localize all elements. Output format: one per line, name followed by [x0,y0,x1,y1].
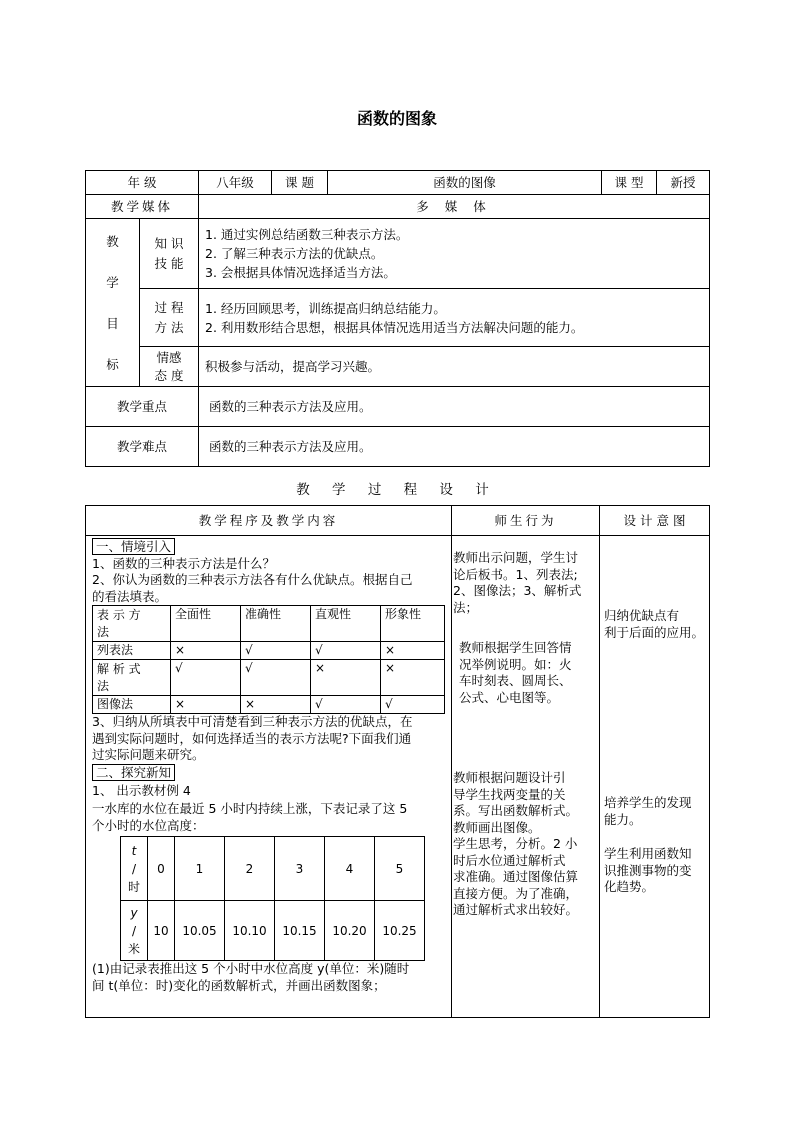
y-value: 10.15 [275,901,325,961]
process-label-line: 方 法 [154,319,184,335]
t-value: 0 [148,837,175,901]
y-axis-label [121,901,148,961]
activity-line: 教师根据学生回答情 [459,640,572,655]
comparison-header: 准确性 [241,606,311,642]
topic-value: 函数的图像 [328,171,602,195]
t-value: 1 [175,837,225,901]
question-text: 过实际问题来研究。 [92,747,205,762]
comparison-header: 直观性 [311,606,381,642]
process-content-cell [86,536,452,1018]
key-point-text: 函数的三种表示方法及应用。 [199,387,710,427]
key-point-label: 教学重点 [86,387,199,427]
question-text: 间 t(单位：时)变化的函数解析式，并画出函数图象； [92,977,386,993]
header-line: 表 示 方 [97,607,141,622]
table-cell: × [381,642,445,660]
activity-line: 公式、心电图等。 [459,689,560,705]
cell-line: 法 [97,678,110,693]
activity-block [453,770,599,919]
table-cell: √ [311,642,381,660]
knowledge-label-line: 技 能 [154,255,184,271]
intent-line: 培养学生的发现 [604,795,692,810]
question-text: 遇到实际问题时，如何选择适当的表示方法呢?下面我们通 [92,730,412,746]
intent-block [604,795,709,828]
cell-line: 解 析 式 [97,661,141,676]
question-text: 的看法填表。 [92,588,168,604]
activity-line: 求准确。通过图像估算 [453,869,579,884]
table-cell: √ [241,642,311,660]
label-char: 时 [127,879,140,894]
goal-char: 教 [106,233,119,249]
activity-block [453,550,599,616]
comparison-table [92,605,445,714]
difficulty-text: 函数的三种表示方法及应用。 [199,427,710,467]
intent-line: 利于后面的应用。 [604,624,705,640]
intent-line: 能力。 [604,811,642,827]
label-char: / [131,861,137,876]
table-cell: × [311,660,381,696]
example-title: 1、 出示教材例 4 [92,783,191,798]
table-cell: √ [171,660,241,696]
intent-line: 识推测事物的变 [604,862,692,878]
intent-line: 化趋势。 [604,879,655,894]
activity-line: 论后板书。1、列表法; [453,566,578,582]
question-text: (1)由记录表推出这 5 个小时中水位高度 y(单位：米)随时 [92,961,410,976]
header-line: 法 [97,624,110,639]
activity-line: 教师出示问题，学生讨 [453,550,579,565]
process-label-line: 过 程 [154,299,184,315]
teacher-student-cell [452,536,600,1018]
list-item: 1. 经历回顾思考，训练提高归纳总结能力。 [205,300,446,316]
design-intent-cell [600,536,710,1018]
lesson-info-table [85,170,710,467]
example-text: 个小时的水位高度： [92,817,205,833]
grade-value: 八年级 [199,171,272,195]
activity-line: 法； [453,599,479,615]
goal-char: 标 [106,356,119,372]
label-char: t [131,843,137,858]
activity-line: 导学生找两变量的关 [453,786,566,802]
process-items [199,289,710,347]
list-item: 1. 通过实例总结函数三种表示方法。 [205,227,409,242]
goal-header [86,219,140,387]
intent-line: 学生利用函数知 [604,846,692,861]
col-header-actions: 师生行为 [452,506,600,536]
activity-line: 系。写出函数解析式。 [453,803,579,818]
table-cell: √ [241,660,311,696]
topic-label: 课 题 [272,171,328,195]
activity-line: 学生思考，分析。2 小 [453,836,578,851]
intent-line: 归纳优缺点有 [604,608,680,623]
comparison-header: 形象性 [381,606,445,642]
section-tag: 一、情境引入 [92,538,175,555]
label-char: 米 [127,941,140,956]
activity-line: 教师根据问题设计引 [453,770,566,785]
table-cell: × [171,696,241,714]
question-text: 2、你认为函数的三种表示方法各有什么优缺点。根据自己 [92,572,413,587]
t-axis-label [121,837,148,901]
emotion-label-line: 态 度 [154,367,184,383]
document-title: 函数的图象 [356,109,437,128]
t-value: 2 [225,837,275,901]
question-text: 3、归纳从所填表中可清楚看到三种表示方法的优缺点，在 [92,714,413,729]
y-value: 10 [148,901,175,961]
water-level-table [120,836,425,961]
table-cell: × [171,642,241,660]
list-item: 2. 利用数形结合思想，根据具体情况选用适当方法解决问题的能力。 [205,319,584,335]
activity-line: 教师画出图像。 [453,819,541,835]
activity-line: 时后水位通过解析式 [453,852,566,868]
grade-label: 年 级 [86,171,199,195]
activity-line: 车时刻表、圆周长、 [459,673,572,688]
label-char: / [131,923,137,938]
y-value: 10.25 [375,901,425,961]
knowledge-label [140,219,199,289]
goal-char: 目 [106,315,119,331]
type-label: 课 型 [602,171,657,195]
table-cell: × [381,660,445,696]
example-text: 一水库的水位在最近 5 小时内持续上涨，下表记录了这 5 [92,801,408,816]
col-header-intent: 设 计 意 图 [600,506,710,536]
activity-line: 2、图像法；3、解析式 [453,583,582,598]
comparison-header [93,606,171,642]
label-char: y [130,905,138,920]
goal-char: 学 [106,274,119,290]
table-cell: 列表法 [93,642,171,660]
y-value: 10.05 [175,901,225,961]
table-cell: √ [311,696,381,714]
activity-line: 通过解析式求出较好。 [453,902,579,917]
comparison-header: 全面性 [171,606,241,642]
media-label: 教学媒体 [86,195,199,219]
section-tag: 二、探究新知 [92,764,175,781]
t-value: 3 [275,837,325,901]
knowledge-label-line: 知 识 [154,235,184,251]
table-cell [93,660,171,696]
y-value: 10.10 [225,901,275,961]
intent-block [604,608,709,641]
knowledge-items [199,219,710,289]
col-header-content: 教学程序及教学内容 [86,506,452,536]
type-value: 新授 [657,171,710,195]
media-value: 多 媒 体 [199,195,710,219]
table-cell: 图像法 [93,696,171,714]
difficulty-label: 教学难点 [86,427,199,467]
t-value: 5 [375,837,425,901]
process-table [85,505,710,1018]
table-cell: √ [381,696,445,714]
y-value: 10.20 [325,901,375,961]
process-section-title: 教 学 过 程 设 计 [296,482,498,498]
table-cell: × [241,696,311,714]
intent-block [604,846,709,896]
activity-line: 况举例说明。如：火 [459,656,572,672]
activity-block [453,640,599,706]
emotion-label-line: 情感 [156,349,182,365]
emotion-label [140,347,199,387]
question-text: 1、函数的三种表示方法是什么？ [92,555,275,571]
process-method-label [140,289,199,347]
activity-line: 直接方便。为了准确， [453,885,579,901]
t-value: 4 [325,837,375,901]
emotion-text: 积极参与活动，提高学习兴趣。 [199,347,710,387]
list-item: 2. 了解三种表示方法的优缺点。 [205,246,384,261]
list-item: 3. 会根据具体情况选择适当方法。 [205,265,396,280]
